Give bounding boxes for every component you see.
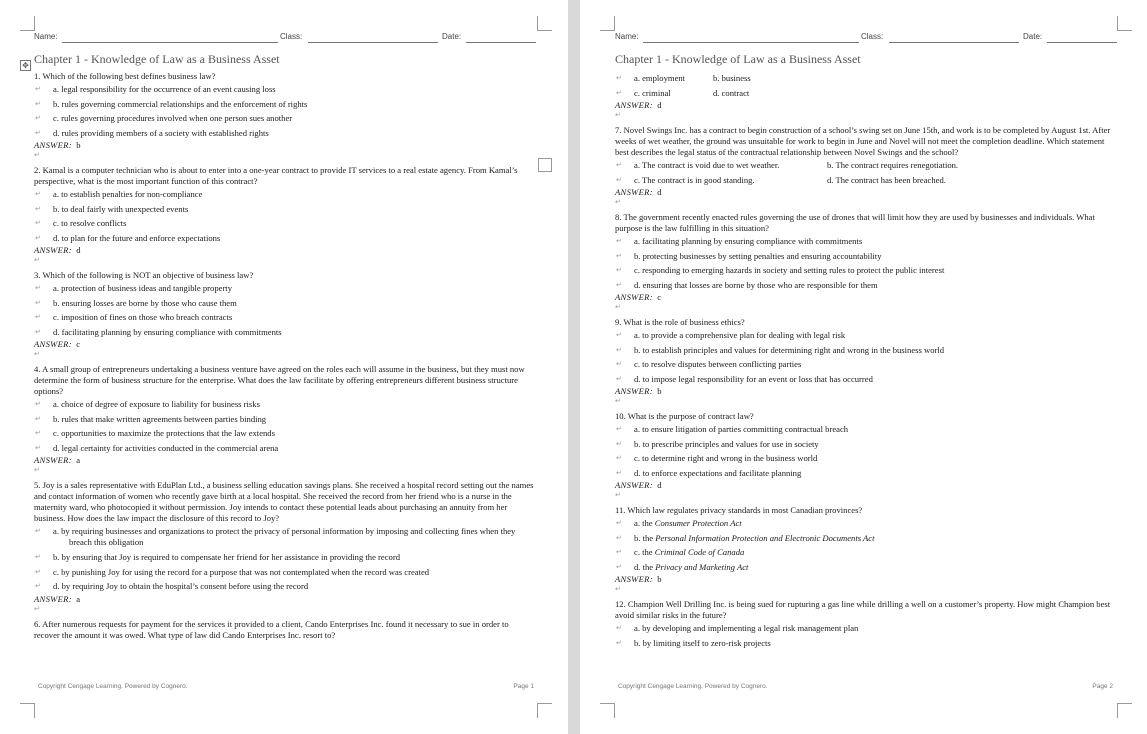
answer-option: ↵ b. by ensuring that Joy is required to compensate her friend for her assistance in providing the record: [34, 550, 536, 565]
page-number: Page 1: [513, 683, 534, 690]
answer-option: ↵ d. to enforce expectations and facilitate planning: [615, 466, 1117, 481]
chapter-title: Chapter 1 - Knowledge of Law as a Business Asset: [34, 52, 280, 66]
answer-option: ↵ b. ensuring losses are borne by those who cause them: [34, 296, 536, 311]
answer-option: ↵ c. criminal: [634, 87, 671, 98]
crop-mark: [600, 16, 615, 31]
answer-option-row: [615, 71, 1117, 86]
question-text: 8. The government recently enacted rules governing the use of drones that will limit how they are used by businesses and individuals. What purpose is the law fulfilling in this situation?: [615, 212, 1095, 233]
question-text: 5. Joy is a sales representative with EduPlan Ltd., a business selling education savings plans. She received a hospital record setting out the names and contact information of women who recently gave birth at a local hospital. She received the record from her friend who is a nurse in the maternity ward, who photocopied it without permission. Joy intends to contact these potential leads about purchasing an annuity from her business. How does the law impact the disclosure of this record to Joy?: [34, 480, 534, 523]
answer-option: ↵ a. protection of business ideas and tangible property: [34, 281, 536, 296]
answer-option: d. contract: [713, 87, 750, 98]
answer-option: ↵ a. legal responsibility for the occurrence of an event causing loss: [34, 82, 536, 97]
question-text: 3. Which of the following is NOT an objective of business law?: [34, 270, 254, 280]
answer-option: ↵ c. by punishing Joy for using the record for a purpose that was not contemplated when the record was created: [34, 565, 536, 580]
class-field[interactable]: [308, 42, 438, 43]
answer-key: ANSWER: c: [34, 339, 81, 349]
statute-title: Privacy and Marketing Act: [655, 561, 749, 572]
answer-option: b. The contract requires renegotiation.: [827, 160, 959, 170]
answer-key: ANSWER: d: [34, 245, 81, 255]
document-page-2: [580, 0, 1147, 734]
answer-option: ↵ c. responding to emerging hazards in society and setting rules to protect the public interest: [615, 263, 1117, 278]
page-number: Page 2: [1092, 683, 1113, 690]
answer-key: ANSWER: b: [34, 140, 81, 150]
answer-option: ↵ b. to deal fairly with unexpected events: [34, 202, 536, 217]
answer-option-row: [615, 173, 1117, 188]
name-label: Name:: [34, 32, 58, 41]
answer-option: ↵ b. protecting businesses by setting penalties and ensuring accountability: [615, 249, 1117, 264]
answer-option: ↵ a. by developing and implementing a legal risk management plan: [615, 621, 1117, 636]
answer-key: ANSWER: d: [615, 100, 662, 110]
statute-title: Consumer Protection Act: [654, 518, 742, 528]
answer-option: ↵ d. the Privacy and Marketing Act: [615, 560, 1117, 575]
crop-mark: [600, 703, 615, 718]
answer-option-row: [615, 158, 1117, 173]
crop-mark: [537, 16, 552, 31]
answer-key: ANSWER: a: [34, 455, 81, 465]
class-field[interactable]: [889, 42, 1019, 43]
name-label: Name:: [615, 32, 639, 41]
answer-option: ↵ c. The contract is in good standing.: [634, 174, 755, 185]
chapter-title: Chapter 1 - Knowledge of Law as a Business Asset: [615, 52, 861, 66]
question-text: 12. Champion Well Drilling Inc. is being sued for rupturing a gas line while drilling a well on a customer’s property. How might Champion best avoid similar risks in the future?: [615, 599, 1111, 620]
answer-option: ↵ a. choice of degree of exposure to liability for business risks: [34, 397, 536, 412]
page-gutter: [568, 0, 580, 734]
question-text: 7. Novel Swings Inc. has a contract to begin construction of a school’s swing set on June 15th, and work is to be completed by August 1st. After weeks of wet weather, the ground was unsuitable for work to begin in June and Novel will not meet the completion deadline. Which statement best describes the legal status of the contractual relationship between Novel Swings and the school?: [615, 125, 1111, 157]
answer-option: ↵ a. to provide a comprehensive plan for dealing with legal risk: [615, 328, 1117, 343]
copyright-text: Copyright Cengage Learning. Powered by Cognero.: [618, 683, 768, 690]
answer-option: ↵ c. to resolve conflicts: [34, 216, 536, 231]
answer-option: ↵ d. to plan for the future and enforce expectations: [34, 231, 536, 246]
name-field[interactable]: [62, 42, 278, 43]
answer-option: ↵ a. employment: [634, 73, 686, 83]
statute-title: Personal Information Protection and Electronic Documents Act: [655, 532, 875, 543]
answer-option: ↵ c. imposition of fines on those who breach contracts: [34, 310, 536, 325]
question-text: 9. What is the role of business ethics?: [615, 317, 745, 327]
question-text: 11. Which law regulates privacy standards in most Canadian provinces?: [615, 505, 863, 515]
crop-mark: [20, 16, 35, 31]
crop-mark: [1117, 703, 1132, 718]
statute-title: Criminal Code of Canada: [654, 547, 745, 557]
date-field[interactable]: [466, 42, 536, 43]
answer-option: ↵ c. opportunities to maximize the protections that the law extends: [34, 426, 536, 441]
answer-option: ↵ d. facilitating planning by ensuring compliance with commitments: [34, 325, 536, 340]
crop-mark: [20, 703, 35, 718]
date-field[interactable]: [1047, 42, 1117, 43]
answer-key: ANSWER: b: [615, 574, 662, 584]
answer-option: ↵ b. rules governing commercial relationships and the enforcement of rights: [34, 97, 536, 112]
question-text: 6. After numerous requests for payment for the services it provided to a client, Cando Enterprises Inc. found it necessary to sue in order to recover the amount it was owed. What type of law did Cando Enterprises Inc. resort to?: [34, 618, 509, 640]
question-text: 1. Which of the following best defines business law?: [34, 71, 216, 81]
answer-option: ↵ d. legal certainty for activities conducted in the commercial arena: [34, 441, 536, 456]
answer-option: ↵ d. ensuring that losses are borne by those who are responsible for them: [615, 278, 1117, 293]
table-move-handle-icon[interactable]: ✥: [20, 60, 31, 71]
class-label: Class:: [280, 32, 303, 41]
date-label: Date:: [442, 32, 462, 41]
answer-option: ↵ a. to ensure litigation of parties committing contractual breach: [615, 422, 1117, 437]
answer-option: ↵ c. to determine right and wrong in the business world: [615, 451, 1117, 466]
answer-option: d. The contract has been breached.: [827, 174, 946, 185]
answer-option: b. business: [713, 73, 751, 83]
page-header: [615, 30, 1117, 46]
answer-key: ANSWER: c: [615, 292, 662, 302]
question-text: 4. A small group of entrepreneurs undertaking a business venture have agreed on the roles each will assume in the business, but they must now determine the form of business structure for the enterprise. What does the law facilitate by offering entrepreneurs different business structure options?: [34, 364, 525, 396]
answer-option: ↵ d. rules providing members of a society with established rights: [34, 126, 536, 141]
answer-option: ↵ a. the Consumer Protection Act: [615, 516, 1117, 531]
copyright-text: Copyright Cengage Learning. Powered by Cognero.: [38, 683, 188, 690]
question-text: 10. What is the purpose of contract law?: [615, 411, 754, 421]
selection-box[interactable]: [538, 158, 552, 172]
question-text: 2. Kamal is a computer technician who is about to enter into a one-year contract to provide IT services to a real estate agency. From Kamal’s perspective, what is the most important function of this contract?: [34, 165, 518, 186]
answer-key: ANSWER: d: [615, 187, 662, 197]
date-label: Date:: [1023, 32, 1043, 41]
answer-option: ↵ d. to impose legal responsibility for an event or loss that has occurred: [615, 372, 1117, 387]
answer-option: ↵ c. rules governing procedures involved when one person sues another: [34, 111, 536, 126]
answer-option: ↵ c. to resolve disputes between conflicting parties: [615, 357, 1117, 372]
page-footer: [618, 683, 1113, 690]
name-field[interactable]: [643, 42, 859, 43]
answer-option: ↵ d. by requiring Joy to obtain the hospital’s consent before using the record: [34, 579, 536, 594]
page-header: [34, 30, 536, 46]
class-label: Class:: [861, 32, 884, 41]
answer-option: ↵ a. by requiring businesses and organizations to protect the privacy of personal information by imposing and collecting fines when they breach this obligation: [34, 524, 536, 550]
answer-option: ↵ b. the Personal Information Protection and Electronic Documents Act: [615, 531, 1117, 546]
answer-key: ANSWER: b: [615, 386, 662, 396]
answer-option: ↵ b. by limiting itself to zero-risk projects: [615, 636, 1117, 651]
crop-mark: [1117, 16, 1132, 31]
answer-option: ↵ b. to establish principles and values for determining right and wrong in the business world: [615, 343, 1117, 358]
page-footer: [38, 683, 534, 690]
answer-option: ↵ b. to prescribe principles and values for use in society: [615, 437, 1117, 452]
answer-option: ↵ b. rules that make written agreements between parties binding: [34, 412, 536, 427]
answer-option: ↵ a. facilitating planning by ensuring compliance with commitments: [615, 234, 1117, 249]
document-page-1: [0, 0, 568, 734]
crop-mark: [537, 703, 552, 718]
answer-option: ↵ a. to establish penalties for non-compliance: [34, 187, 536, 202]
answer-key: ANSWER: d: [615, 480, 662, 490]
answer-key: ANSWER: a: [34, 593, 81, 604]
answer-option-row: [615, 86, 1117, 101]
answer-option: ↵ c. the Criminal Code of Canada: [615, 545, 1117, 560]
answer-option: ↵ a. The contract is void due to wet weather.: [634, 160, 780, 170]
